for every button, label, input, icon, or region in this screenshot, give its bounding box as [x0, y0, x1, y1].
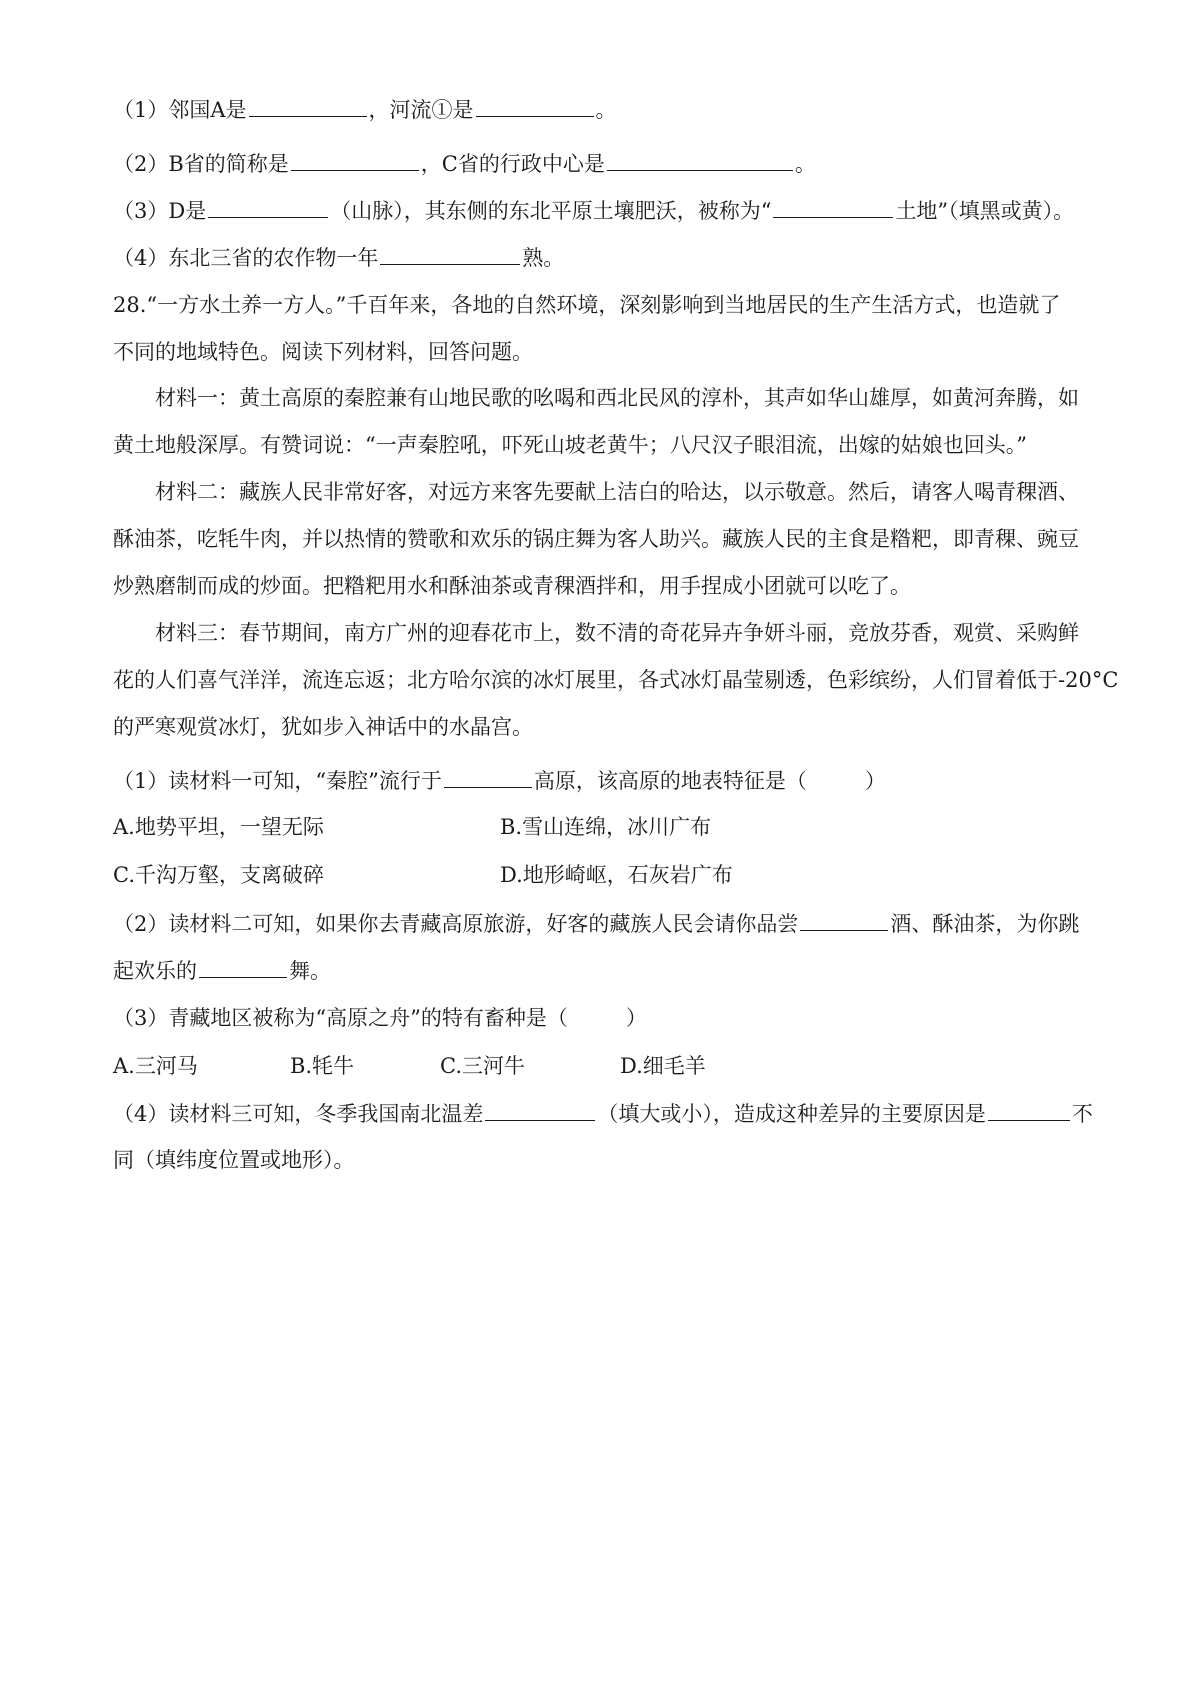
answer-blank[interactable]: [476, 94, 594, 117]
q28-sub2-line1: （2）读材料二可知，如果你去青藏高原旅游，好客的藏族人民会请你品尝 酒、酥油茶，为你跳: [113, 908, 1079, 939]
q28-sub4-line2: 同（填纬度位置或地形）。: [113, 1148, 355, 1172]
material-2-line1: 材料二：藏族人民非常好客，对远方来客先要献上洁白的哈达，以示敬意。然后，请客人喝青稞酒、: [155, 480, 1079, 504]
answer-blank[interactable]: [988, 1098, 1070, 1121]
material-3-line2: 花的人们喜气洋洋，流连忘返；北方哈尔滨的冰灯展里，各式冰灯晶莹剔透，色彩缤纷，人们冒着低于-20°C: [113, 668, 1119, 692]
option-b[interactable]: B.雪山连绵，冰川广布: [500, 815, 712, 839]
answer-blank[interactable]: [291, 148, 419, 171]
answer-blank[interactable]: [607, 148, 793, 171]
answer-blank[interactable]: [380, 242, 520, 265]
q28-intro-line2: 不同的地域特色。阅读下列材料，回答问题。: [113, 340, 533, 364]
answer-blank[interactable]: [485, 1098, 595, 1121]
option-a[interactable]: A.地势平坦，一望无际: [113, 815, 324, 839]
option-d[interactable]: D.地形崎岖，石灰岩广布: [500, 863, 733, 887]
material-3-line1: 材料三：春节期间，南方广州的迎春花市上，数不清的奇花异卉争妍斗丽，竞放芬香，观赏、采购鲜: [155, 621, 1079, 645]
answer-blank[interactable]: [249, 94, 367, 117]
answer-blank[interactable]: [773, 195, 893, 218]
q27-sub3: （3）D是 （山脉），其东侧的东北平原土壤肥沃，被称为“ 土地”（填黑或黄）。: [113, 195, 1074, 226]
q28-sub1: （1）读材料一可知，“秦腔”流行于 高原，该高原的地表特征是（ ）: [113, 765, 886, 796]
q28-sub4-line1: （4）读材料三可知，冬季我国南北温差 （填大或小），造成这种差异的主要原因是 不: [113, 1098, 1093, 1129]
material-2-line2: 酥油茶，吃牦牛肉，并以热情的赞歌和欢乐的锅庄舞为客人助兴。藏族人民的主食是糌粑，即青稞、豌豆: [113, 527, 1079, 551]
q28-sub3: （3）青藏地区被称为“高原之舟”的特有畜种是（ ）: [113, 1006, 647, 1030]
option-b[interactable]: B.牦牛: [290, 1054, 355, 1078]
answer-blank[interactable]: [208, 195, 328, 218]
q28-intro-line1: 28.“一方水土养一方人。”千百年来，各地的自然环境，深刻影响到当地居民的生产生活方式，也造就了: [113, 293, 1061, 317]
option-c[interactable]: C.千沟万壑，支离破碎: [113, 863, 324, 887]
material-1-line2: 黄土地般深厚。有赞词说：“一声秦腔吼，吓死山坡老黄牛；八尺汉子眼泪流，出嫁的姑娘也回头。”: [113, 433, 1027, 457]
material-2-line3: 炒熟磨制而成的炒面。把糌粑用水和酥油茶或青稞酒拌和，用手捏成小团就可以吃了。: [113, 574, 911, 598]
option-d[interactable]: D.细毛羊: [620, 1054, 706, 1078]
answer-blank[interactable]: [800, 908, 888, 931]
option-a[interactable]: A.三河马: [113, 1054, 198, 1078]
material-1-line1: 材料一：黄土高原的秦腔兼有山地民歌的吆喝和西北民风的淳朴，其声如华山雄厚，如黄河奔腾，如: [155, 386, 1079, 410]
answer-blank[interactable]: [444, 765, 532, 788]
q27-sub1: （1）邻国A是 ，河流①是 。: [113, 94, 617, 125]
answer-blank[interactable]: [199, 955, 287, 978]
q27-sub2: （2）B省的简称是 ，C省的行政中心是 。: [113, 148, 816, 179]
q27-sub4: （4）东北三省的农作物一年 熟。: [113, 242, 564, 273]
q28-sub2-line2: 起欢乐的 舞。: [113, 955, 331, 986]
option-c[interactable]: C.三河牛: [440, 1054, 525, 1078]
material-3-line3: 的严寒观赏冰灯，犹如步入神话中的水晶宫。: [113, 715, 533, 739]
